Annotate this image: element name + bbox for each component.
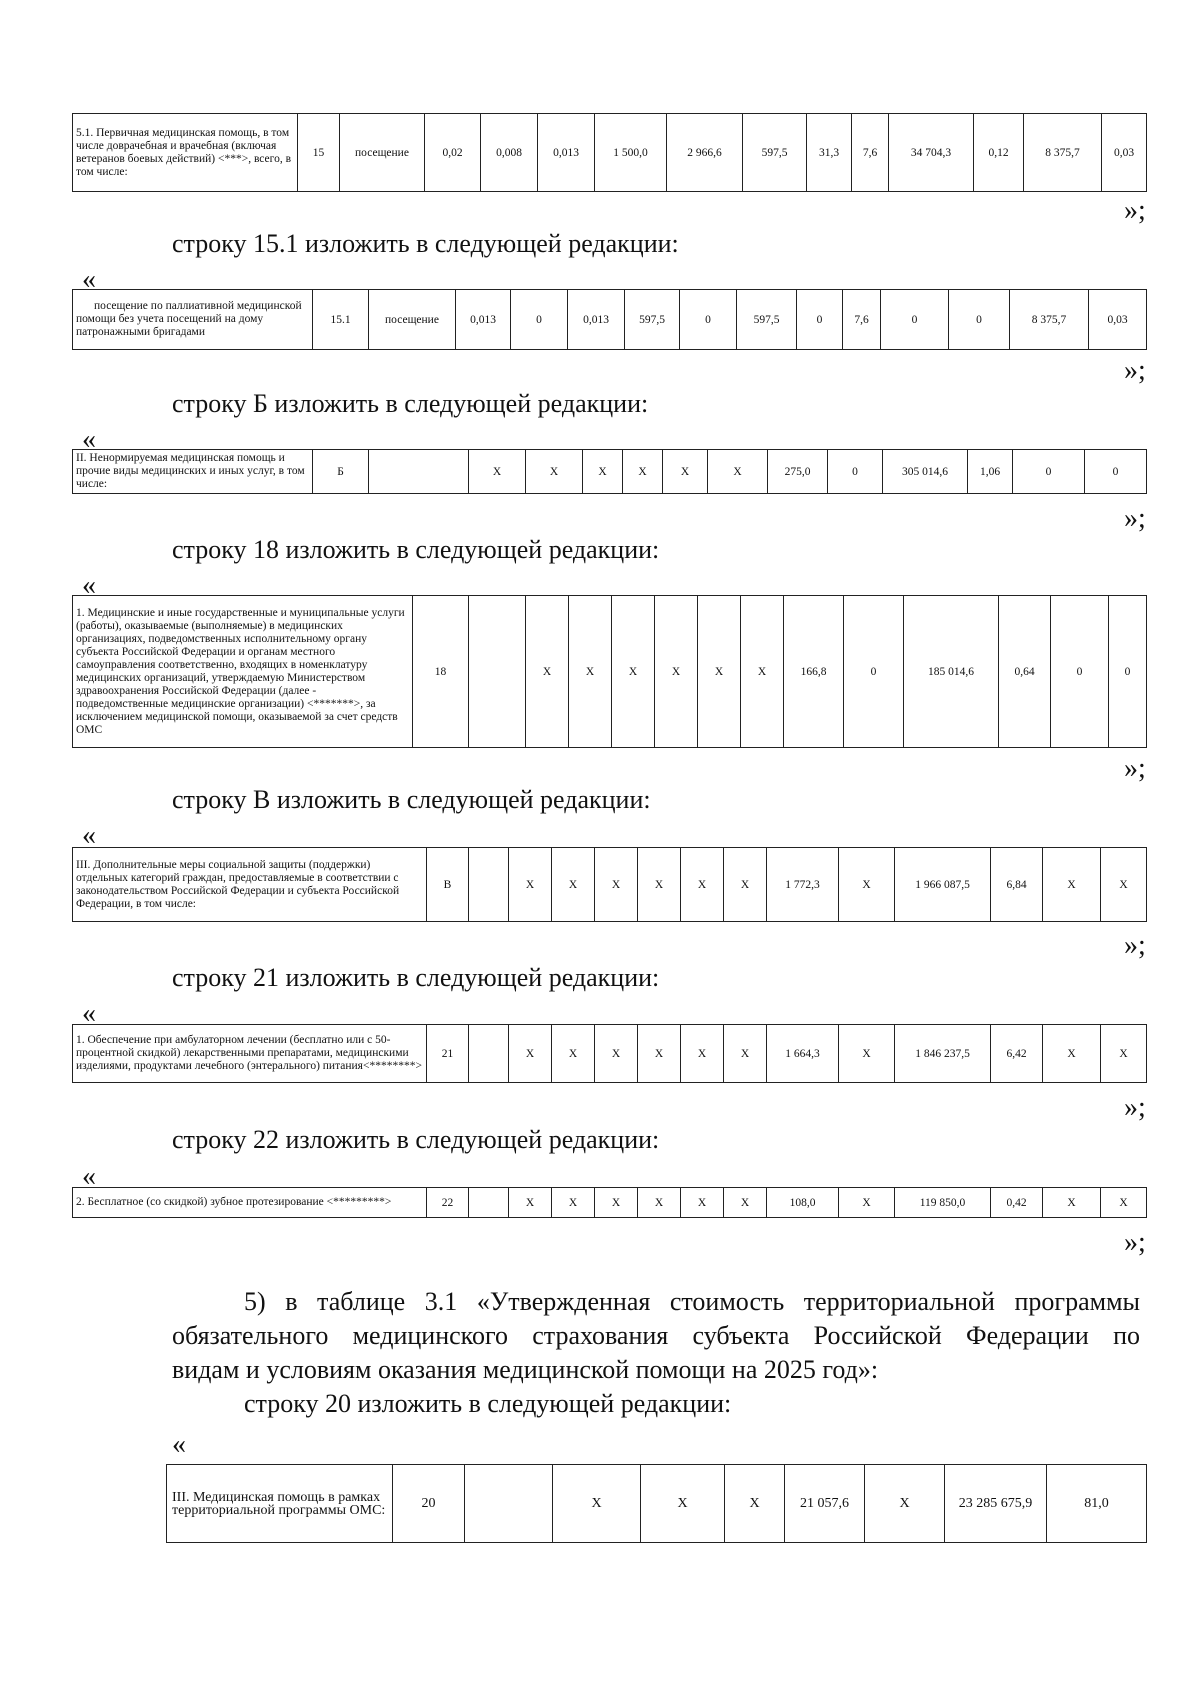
table-cell: X xyxy=(724,848,767,922)
table-cell: X xyxy=(865,1465,945,1543)
table-cell: X xyxy=(569,596,612,748)
table-cell: 1,06 xyxy=(968,450,1013,494)
opening-quote: « xyxy=(82,1161,96,1192)
table-cell: 597,5 xyxy=(625,290,680,350)
table-cell: X xyxy=(509,1188,552,1218)
table-cell: Б xyxy=(313,450,369,494)
table-cell: 0 xyxy=(797,290,843,350)
table-cell xyxy=(469,848,509,922)
table-cell: X xyxy=(638,1188,681,1218)
table-cell: 15 xyxy=(298,114,340,192)
table-cell: X xyxy=(526,596,569,748)
table-cell xyxy=(469,1025,509,1083)
table-cell: 0 xyxy=(1109,596,1147,748)
table-cell xyxy=(469,596,526,748)
paragraph-instruction: строку 20 изложить в следующей редакции: xyxy=(244,1389,732,1418)
instruction-heading: строку 18 изложить в следующей редакции: xyxy=(172,535,660,564)
table-cell: X xyxy=(641,1465,725,1543)
table-cell: X xyxy=(698,596,741,748)
row-name-cell: 2. Бесплатное (со скидкой) зубное протезирование <*********> xyxy=(73,1188,427,1218)
table-cell: X xyxy=(509,1025,552,1083)
table-cell: 185 014,6 xyxy=(904,596,999,748)
table-cell: 18 xyxy=(413,596,469,748)
table-cell: 1 966 087,5 xyxy=(895,848,991,922)
table-cell: посещение xyxy=(340,114,425,192)
table-cell: X xyxy=(839,1188,895,1218)
table-cell: X xyxy=(552,1025,595,1083)
table-cell: X xyxy=(724,1025,767,1083)
table-cell: X xyxy=(1043,1025,1101,1083)
table-cell: 21 xyxy=(427,1025,469,1083)
table-cell: X xyxy=(681,1025,724,1083)
row-name-cell: 5.1. Первичная медицинская помощь, в том числе доврачебная и врачебная (включая ветеранов боевых действий) <***>, всего, в том числе: xyxy=(73,114,298,192)
table-cell: X xyxy=(708,450,768,494)
table-cell: X xyxy=(552,1188,595,1218)
closing-quote: »; xyxy=(1124,503,1146,534)
table-cell xyxy=(369,450,469,494)
opening-quote: « xyxy=(172,1429,186,1460)
table-cell: 1 664,3 xyxy=(767,1025,839,1083)
table-cell: 6,84 xyxy=(991,848,1043,922)
closing-quote: »; xyxy=(1124,1092,1146,1123)
table-cell: X xyxy=(638,848,681,922)
row-name-cell: 1. Медицинские и иные государственные и муниципальные услуги (работы), оказываемые (выполняемые) в медицинских организациях, подведомственных исполнительному органу субъекта Российской Федерации и органам местного самоуправления соответственно, входящих в номенклатуру медицинских организаций, утверждаемую Министерством здравоохранения Российской Федерации (далее - подведомственные медицинские организации) <*******>, за исключением медицинской помощи, оказываемой за счет средств ОМС xyxy=(73,596,413,748)
table-cell: X xyxy=(553,1465,641,1543)
table-cell: X xyxy=(725,1465,785,1543)
table-row-18 xyxy=(72,595,1147,748)
paragraph-line: обязательного медицинского страхования субъекта Российской Федерации по xyxy=(172,1321,1140,1350)
table-cell: 0 xyxy=(949,290,1010,350)
row-name-cell: III. Дополнительные меры социальной защиты (поддержки) отдельных категорий граждан, предоставляемые в соответствии с законодательством Российской Федерации и субъекта Российской Федерации, в том числе: xyxy=(73,848,427,922)
table-cell: 0 xyxy=(844,596,904,748)
table-cell: 21 057,6 xyxy=(785,1465,865,1543)
table-cell: X xyxy=(1101,1025,1147,1083)
table-row-15-1 xyxy=(72,289,1147,350)
closing-quote: »; xyxy=(1124,355,1146,386)
paragraph-line: видам и условиям оказания медицинской помощи на 2025 год»: xyxy=(172,1355,879,1384)
table-cell: 0,013 xyxy=(538,114,595,192)
table-cell: X xyxy=(509,848,552,922)
table-cell: 275,0 xyxy=(768,450,828,494)
table-cell: X xyxy=(638,1025,681,1083)
table-cell: 108,0 xyxy=(767,1188,839,1218)
table-row-22 xyxy=(72,1187,1147,1218)
table-cell: X xyxy=(1043,848,1101,922)
table-cell: X xyxy=(583,450,623,494)
closing-quote: »; xyxy=(1124,930,1146,961)
table-cell: 34 704,3 xyxy=(889,114,974,192)
table-cell: 22 xyxy=(427,1188,469,1218)
table-cell: X xyxy=(741,596,784,748)
table-cell: X xyxy=(1101,848,1147,922)
table-cell: 0 xyxy=(680,290,737,350)
table-cell: 6,42 xyxy=(991,1025,1043,1083)
paragraph-line: 5) в таблице 3.1 «Утвержденная стоимость территориальной программы xyxy=(244,1287,1140,1316)
table-cell: 1 846 237,5 xyxy=(895,1025,991,1083)
table-row-b xyxy=(72,449,1147,494)
table-cell: 0 xyxy=(881,290,949,350)
table-cell: 8 375,7 xyxy=(1024,114,1102,192)
table-cell: 81,0 xyxy=(1047,1465,1147,1543)
table-cell: X xyxy=(655,596,698,748)
table-cell: 2 966,6 xyxy=(667,114,743,192)
table-cell: 0 xyxy=(828,450,883,494)
table-cell: 0,008 xyxy=(481,114,538,192)
table-row-21 xyxy=(72,1024,1147,1083)
table-cell: 0,013 xyxy=(456,290,511,350)
table-row-5-1 xyxy=(72,113,1147,192)
table-cell: 0,03 xyxy=(1102,114,1147,192)
table-cell: 0 xyxy=(1013,450,1085,494)
opening-quote: « xyxy=(82,998,96,1029)
table-cell: 0,013 xyxy=(568,290,625,350)
row-name-cell: III. Медицинская помощь в рамках территориальной программы ОМС: xyxy=(167,1465,393,1543)
table-cell xyxy=(469,1188,509,1218)
table-cell: 31,3 xyxy=(807,114,852,192)
table-cell: 0 xyxy=(511,290,568,350)
table-row-20 xyxy=(166,1464,1147,1543)
table-cell: X xyxy=(839,848,895,922)
table-cell: 597,5 xyxy=(737,290,797,350)
instruction-heading: строку 22 изложить в следующей редакции: xyxy=(172,1125,660,1154)
table-cell: посещение xyxy=(369,290,456,350)
instruction-heading: строку 21 изложить в следующей редакции: xyxy=(172,963,660,992)
table-cell: 0 xyxy=(1085,450,1147,494)
table-cell: X xyxy=(469,450,526,494)
instruction-heading: строку Б изложить в следующей редакции: xyxy=(172,389,649,418)
closing-quote: »; xyxy=(1124,753,1146,784)
table-cell: 119 850,0 xyxy=(895,1188,991,1218)
table-cell: 0,42 xyxy=(991,1188,1043,1218)
table-cell: X xyxy=(724,1188,767,1218)
table-cell: 597,5 xyxy=(743,114,807,192)
table-cell: X xyxy=(681,1188,724,1218)
table-row-v xyxy=(72,847,1147,922)
closing-quote: »; xyxy=(1124,195,1146,226)
table-cell: X xyxy=(595,848,638,922)
table-cell: 15.1 xyxy=(313,290,369,350)
row-name-cell: 1. Обеспечение при амбулаторном лечении (бесплатно или с 50-процентной скидкой) лекарственными препаратами, медицинскими изделиями, продуктами лечебного (энтерального) питания<********> xyxy=(73,1025,427,1083)
amendment-paragraph xyxy=(172,1285,1140,1421)
row-name-cell: II. Ненормируемая медицинская помощь и прочие виды медицинских и иных услуг, в том числе: xyxy=(73,450,313,494)
table-cell: X xyxy=(612,596,655,748)
table-cell: X xyxy=(681,848,724,922)
table-cell: 7,6 xyxy=(852,114,889,192)
table-cell: X xyxy=(526,450,583,494)
table-cell: 20 xyxy=(393,1465,465,1543)
table-cell: X xyxy=(839,1025,895,1083)
table-cell: В xyxy=(427,848,469,922)
table-cell: X xyxy=(1043,1188,1101,1218)
table-cell xyxy=(465,1465,553,1543)
table-cell: 8 375,7 xyxy=(1010,290,1089,350)
table-cell: 1 500,0 xyxy=(595,114,667,192)
table-cell: 0,02 xyxy=(425,114,481,192)
closing-quote: »; xyxy=(1124,1227,1146,1258)
opening-quote: « xyxy=(82,820,96,851)
table-cell: X xyxy=(1101,1188,1147,1218)
table-cell: 166,8 xyxy=(784,596,844,748)
table-cell: X xyxy=(595,1025,638,1083)
table-cell: 23 285 675,9 xyxy=(945,1465,1047,1543)
table-cell: 7,6 xyxy=(843,290,881,350)
instruction-heading: строку 15.1 изложить в следующей редакции: xyxy=(172,229,679,258)
table-cell: 0 xyxy=(1051,596,1109,748)
table-cell: 0,64 xyxy=(999,596,1051,748)
table-cell: 0,12 xyxy=(974,114,1024,192)
table-cell: X xyxy=(595,1188,638,1218)
opening-quote: « xyxy=(82,570,96,601)
table-cell: 1 772,3 xyxy=(767,848,839,922)
table-cell: 0,03 xyxy=(1089,290,1147,350)
opening-quote: « xyxy=(82,264,96,295)
row-name-cell: посещение по паллиативной медицинской помощи без учета посещений на дому патронажными бригадами xyxy=(73,290,313,350)
opening-quote: « xyxy=(82,424,96,455)
table-cell: 305 014,6 xyxy=(883,450,968,494)
instruction-heading: строку В изложить в следующей редакции: xyxy=(172,785,651,814)
table-cell: X xyxy=(552,848,595,922)
table-cell: X xyxy=(623,450,663,494)
table-cell: X xyxy=(663,450,708,494)
